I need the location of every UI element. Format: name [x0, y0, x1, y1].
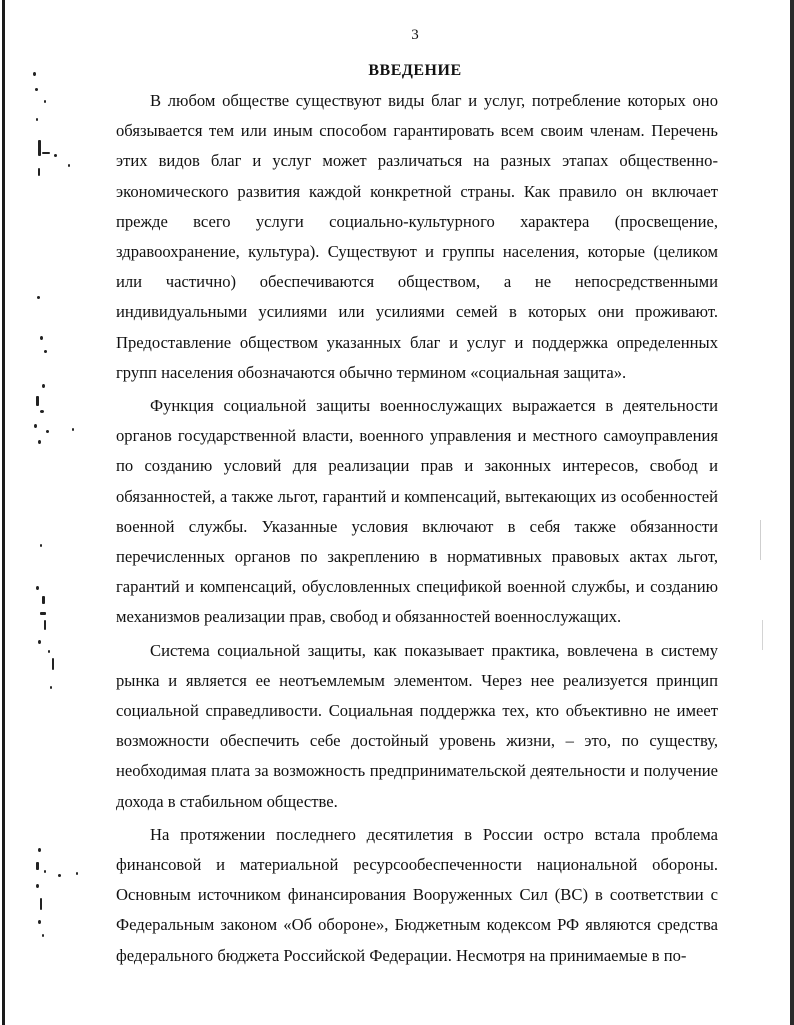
scan-speck — [36, 862, 39, 870]
scan-speck — [36, 396, 39, 406]
scan-speck — [34, 424, 37, 428]
paragraph: Функция социальной защиты военнослужащих выражается в деятельности органов государственной власти, военного управления и местного самоуправления по созданию условий для реализации прав и законных интересов, свобод и обязанностей, а также льгот, гарантий и компенсаций, вытекающих из особенностей военной службы. Указанные условия включают в себя также обязанности перечисленных органов по закреплению в нормативных правовых актах льгот, гарантий и компенсаций, обусловленных спецификой военной службы, и созданию механизмов реализации прав, свобод и обязанностей военнослужащих. — [116, 396, 718, 627]
scan-speck — [38, 920, 41, 924]
scan-speck — [54, 154, 57, 157]
scan-speck — [38, 440, 41, 444]
scan-speck — [37, 296, 40, 299]
scan-speck — [40, 612, 46, 615]
scan-speck — [52, 658, 54, 670]
scan-speck — [38, 640, 41, 644]
scan-speck — [42, 596, 45, 604]
paragraph: В любом обществе существуют виды благ и услуг, потребление которых оно обязывается тем или иным способом гарантировать всем своим членам. Перечень этих видов благ и услуг может различаться на разных этапах общественно-экономического развития каждой конкретной страны. Как правило он включает прежде всего услуги социально-культурного характера (просвещение, здравоохранение, культура). Существуют и группы населения, которые (целиком или частично) обеспечиваются обществом, а не непосредственными индивидуальными усилиями или усилиями семей в которых они проживают. Предоставление обществом указанных благ и услуг и поддержка определенных групп населения обозначаются обычно термином «социальная защита». — [116, 91, 718, 382]
scan-speck — [72, 428, 74, 431]
paragraph: Система социальной защиты, как показывает практика, вовлечена в систему рынка и является ее неотъемлемым элементом. Через нее реализуется принцип социальной справедливости. Социальная поддержка тех, кто объективно не имеет возможности обеспечить себе достойный уровень жизни, – это, по существу, необходимая плата за возможность предпринимательской деятельности и получение дохода в стабильном обществе. — [116, 640, 718, 811]
scan-speck — [35, 88, 38, 91]
scan-speck — [40, 410, 44, 413]
scan-speck — [58, 874, 61, 877]
scan-speck — [44, 100, 46, 103]
scan-speck — [42, 152, 50, 154]
scan-speck — [38, 848, 41, 852]
scan-speck — [44, 350, 47, 353]
scan-speck — [36, 118, 38, 121]
scan-speck — [44, 870, 46, 873]
scan-speck — [48, 650, 50, 653]
scan-speck — [68, 164, 70, 167]
scan-speck — [76, 872, 78, 875]
scan-speck — [40, 898, 42, 910]
scan-speck — [40, 336, 43, 340]
scan-speck — [760, 520, 761, 560]
scan-speck — [44, 620, 46, 630]
scan-speck — [36, 586, 39, 590]
scan-speck — [36, 884, 39, 888]
scan-speck — [38, 140, 41, 156]
scan-speck — [40, 544, 42, 547]
scan-speck — [46, 430, 49, 433]
scan-speck — [50, 686, 52, 689]
scan-left-edge — [2, 0, 5, 1025]
paragraph: На протяжении последнего десятилетия в России остро встала проблема финансовой и материальной ресурсообеспеченности национальной обороны. Основным источником финансирования Вооруженных Сил (ВС) в соответствии с Федеральным законом «Об обороне», Бюджетным кодексом РФ являются средства федерального бюджета Российской Федерации. Несмотря на принимаемые в по- — [116, 824, 718, 965]
scan-right-edge — [790, 0, 794, 1025]
scan-speck — [38, 168, 40, 176]
body-text — [116, 86, 718, 973]
section-heading: ВВЕДЕНИЕ — [368, 62, 462, 79]
page-number: 3 — [411, 27, 419, 43]
scan-speck — [42, 384, 45, 388]
scan-speck — [42, 934, 44, 937]
scan-speck — [762, 620, 763, 650]
